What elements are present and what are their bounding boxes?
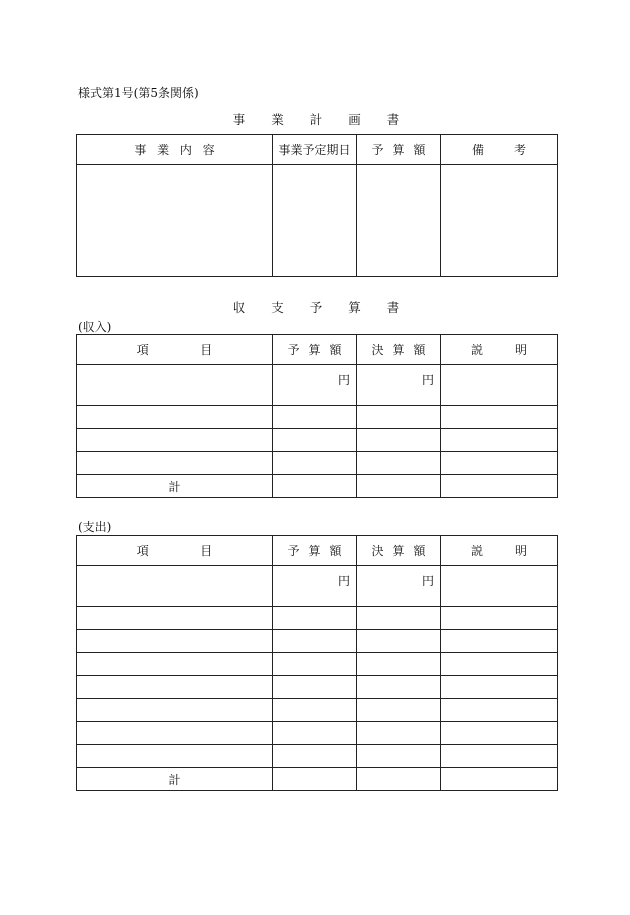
total-label: 計 (77, 475, 273, 498)
header-item: 項 目 (77, 335, 273, 365)
table-row (77, 676, 558, 699)
schedule-cell[interactable] (273, 165, 357, 277)
header-explanation: 説 明 (441, 536, 558, 566)
table-row (77, 566, 558, 607)
content-cell[interactable] (77, 165, 273, 277)
explanation-cell[interactable] (441, 365, 558, 406)
header-budget-amount: 予 算 額 (357, 135, 441, 165)
header-scheduled-date: 事業予定期日 (273, 135, 357, 165)
table-row (77, 365, 558, 406)
table-row (77, 699, 558, 722)
header-settlement-amount: 決 算 額 (357, 536, 441, 566)
item-cell[interactable] (77, 365, 273, 406)
header-item: 項 目 (77, 536, 273, 566)
header-budget-amount: 予 算 額 (273, 536, 357, 566)
table-row (77, 429, 558, 452)
budget-cell[interactable] (357, 165, 441, 277)
form-number-label: 様式第1号(第5条関係) (78, 86, 199, 100)
table-row (77, 165, 558, 277)
table-row (77, 722, 558, 745)
table-row (77, 745, 558, 768)
remarks-cell[interactable] (441, 165, 558, 277)
business-plan-title: 事 業 計 画 書 (232, 112, 400, 127)
header-budget-amount: 予 算 額 (273, 335, 357, 365)
budget-statement-title: 収 支 予 算 書 (232, 300, 400, 315)
table-row (77, 406, 558, 429)
budget-yen-cell[interactable]: 円 (273, 365, 357, 406)
item-cell[interactable] (77, 566, 273, 607)
header-settlement-amount: 決 算 額 (357, 335, 441, 365)
expense-label: (支出) (78, 520, 112, 534)
total-row (77, 768, 558, 791)
total-row (77, 475, 558, 498)
header-remarks: 備 考 (441, 135, 558, 165)
expense-table (76, 535, 558, 791)
header-business-content: 事 業 内 容 (77, 135, 273, 165)
budget-yen-cell[interactable]: 円 (273, 566, 357, 607)
total-label: 計 (77, 768, 273, 791)
table-row (77, 630, 558, 653)
income-table (76, 334, 558, 498)
business-plan-table (76, 134, 558, 277)
header-explanation: 説 明 (441, 335, 558, 365)
settlement-yen-cell[interactable]: 円 (357, 365, 441, 406)
income-label: (収入) (78, 320, 112, 334)
table-row (77, 653, 558, 676)
table-row (77, 452, 558, 475)
table-row (77, 607, 558, 630)
settlement-yen-cell[interactable]: 円 (357, 566, 441, 607)
explanation-cell[interactable] (441, 566, 558, 607)
